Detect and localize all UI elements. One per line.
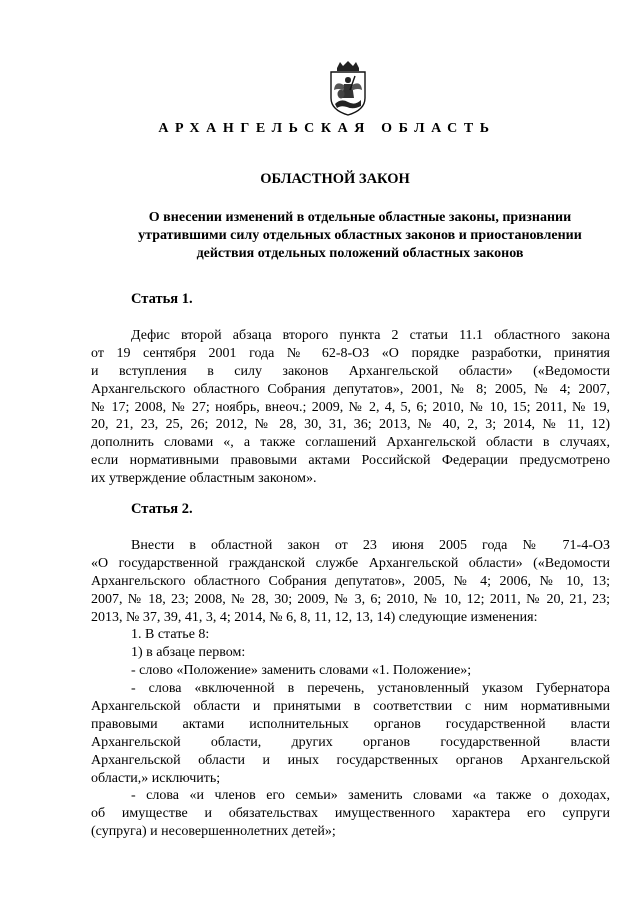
article-2-heading: Статья 2.: [131, 501, 193, 517]
text-line: от 19 сентября 2001 года № 62-8-ОЗ «О порядке разработки, принятия: [91, 345, 610, 361]
text-line: 20, 21, 23, 25, 26; 2012, № 28, 30, 31, 36; 2013, № 40, 2, 3; 2014, № 11, 12): [91, 417, 610, 433]
text-line: - слова «включенной в перечень, установленный указом Губернатора: [131, 681, 610, 697]
text-line: Архангельского областного Собрания депутатов», 2001, № 8; 2005, № 4; 2007,: [91, 381, 610, 397]
text-line: Дефис второй абзаца второго пункта 2 статьи 11.1 областного закона: [131, 328, 610, 343]
text-line: 1. В статье 8:: [131, 627, 210, 643]
text-line: 2013, № 37, 39, 41, 3, 4; 2014, № 6, 8, 11, 12, 13, 14) следующие изменения:: [91, 609, 538, 625]
title-line: О внесении изменений в отдельные областные законы, признании: [148, 210, 572, 225]
text-line: 1) в абзаце первом:: [131, 645, 246, 661]
text-line: Архангельской области и принятыми в соответствии с ним нормативными: [91, 699, 610, 715]
article-1-body: [91, 327, 610, 488]
text-line: - слова «и членов его семьи» заменить словами «а также о доходах,: [131, 788, 610, 804]
region-name: АРХАНГЕЛЬСКАЯ ОБЛАСТЬ: [158, 121, 496, 136]
text-line: 2007, № 18, 23; 2008, № 28, 30; 2009, № 3, 6; 2010, № 10, 12; 2011, № 20, 21, 23;: [91, 591, 610, 607]
text-line: об имуществе и обязательствах имущественного характера его супруги: [91, 806, 610, 822]
text-line: их утверждение областным законом».: [91, 471, 317, 487]
text-line: области,» исключить;: [91, 770, 221, 786]
title-line: действия отдельных положений областных законов: [196, 246, 524, 261]
text-line: Архангельского областного Собрания депутатов», 2005, № 4; 2006, № 10, 13;: [91, 573, 610, 589]
article-2-body: [91, 537, 610, 841]
text-line: дополнить словами «, а также соглашений Архангельской области в случаях,: [91, 435, 610, 451]
text-line: № 17; 2008, № 27; ноябрь, внеоч.; 2009, № 2, 4, 5, 6; 2010, № 10, 15; 2011, № 19,: [91, 399, 610, 415]
text-line: если нормативными правовыми актами Российской Федерации предусмотрено: [91, 453, 610, 469]
article-1-heading: Статья 1.: [131, 291, 193, 307]
text-line: «О государственной гражданской службе Архангельской области» («Ведомости: [91, 555, 610, 571]
text-line: Архангельской области и иных государственных органов Архангельской: [91, 752, 610, 768]
text-line: (супруга) и несовершеннолетних детей»;: [91, 824, 336, 840]
document-title: [100, 209, 620, 263]
text-line: правовыми актами исполнительных органов государственной власти: [91, 716, 610, 732]
text-line: Внести в областной закон от 23 июня 2005 года № 71-4-ОЗ: [131, 538, 610, 553]
title-line: утратившими силу отдельных областных законов и приостановлении: [138, 228, 582, 243]
text-line: и вступления в силу законов Архангельской области» («Ведомости: [91, 363, 610, 379]
text-line: - слово «Положение» заменить словами «1. Положение»;: [131, 663, 472, 679]
text-line: Архангельской области, других органов государственной власти: [91, 734, 610, 750]
coat-of-arms-icon: [325, 60, 371, 116]
document-type: ОБЛАСТНОЙ ЗАКОН: [260, 171, 410, 187]
